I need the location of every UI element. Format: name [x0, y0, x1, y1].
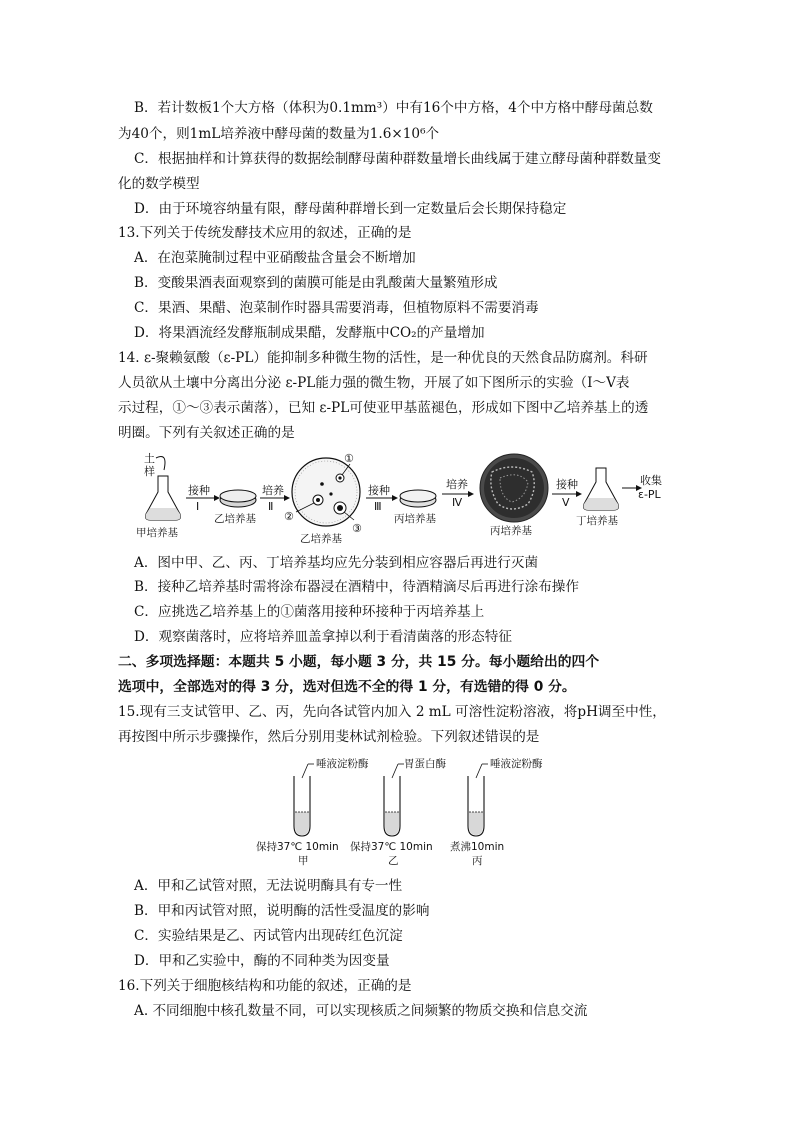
colony-small-dot: [320, 482, 324, 486]
flask-d: [584, 468, 619, 510]
soil-label-top: 土: [144, 452, 155, 465]
tube3-name: 丙: [472, 855, 483, 866]
step1-label-top: 接种: [188, 484, 210, 497]
step2-label-bottom: Ⅱ: [268, 500, 274, 513]
flask-d-label: 丁培养基: [576, 515, 618, 527]
plate-b-large: [292, 458, 360, 526]
tube2-condition: 保持37℃ 10min: [350, 841, 433, 853]
plate-c-label: 丙培养基: [394, 513, 436, 525]
q13-stem: 13.下列关于传统发酵技术应用的叙述，正确的是: [118, 225, 412, 241]
q15-option-b: B．甲和丙试管对照，说明酶的活性受温度的影响: [134, 903, 430, 919]
q14-stem-line3: 示过程，①～③表示菌落），已知 ε-PL可使亚甲基蓝褪色，形成如下图中乙培养基上的透: [118, 400, 649, 416]
q12-option-b-line1: B．若计数板1个大方格（体积为0.1mm³）中有16个中方格，4个中方格中酵母菌总数: [134, 100, 653, 116]
flask-a: [146, 476, 181, 520]
tube2-added-enzyme: 胃蛋白酶: [404, 758, 446, 770]
tube1-condition: 保持37℃ 10min: [256, 841, 339, 853]
q14-option-a: A．图中甲、乙、丙、丁培养基均应先分装到相应容器后再进行灭菌: [134, 555, 539, 571]
colony-2: [313, 495, 323, 505]
q15-option-a: A．甲和乙试管对照，无法说明酶具有专一性: [134, 878, 403, 894]
q12-option-c-line1: C．根据抽样和计算获得的数据绘制酵母菌种群数量增长曲线属于建立酵母菌种群数量变: [134, 151, 661, 167]
q14-stem-line4: 明圈。下列有关叙述正确的是: [118, 425, 295, 441]
q12-option-c-line2: 化的数学模型: [118, 176, 200, 192]
test-tube-bing: [468, 776, 484, 836]
test-tube-jia: [294, 776, 310, 836]
colony-1: [336, 474, 344, 482]
plate-b-small: [220, 490, 256, 507]
q12-option-b-line2: 为40个，则1mL培养液中酵母菌的数量为1.6×10⁶个: [118, 126, 440, 142]
step3-label-top: 接种: [368, 484, 390, 497]
collect-label-bottom: ε-PL: [638, 488, 661, 501]
colony2-label: ②: [284, 510, 294, 523]
tube2-name: 乙: [388, 855, 399, 866]
q13-option-c: C．果酒、果醋、泡菜制作时器具需要消毒，但植物原料不需要消毒: [134, 300, 539, 316]
q13-option-b: B．变酸果酒表面观察到的菌膜可能是由乳酸菌大量繁殖形成: [134, 275, 498, 291]
q14-stem-line1: 14. ε-聚赖氨酸（ε-PL）能抑制多种微生物的活性，是一种优良的天然食品防腐剂。科研: [118, 350, 648, 366]
q15-test-tube-figure: [254, 754, 554, 866]
step4-arrow: [468, 491, 474, 497]
soil-arrow: [156, 457, 165, 471]
tube3-condition: 煮沸10min: [450, 841, 505, 853]
q14-option-d: D．观察菌落时，应将培养皿盖拿掉以利于看清菌落的形态特征: [134, 629, 512, 645]
q15-stem-line1: 15.现有三支试管甲、乙、丙，先向各试管内加入 2 mL 可溶性淀粉溶液，将pH调至中性，: [118, 704, 666, 720]
q13-option-a: A．在泡菜腌制过程中亚硝酸盐含量会不断增加: [134, 250, 416, 266]
q16-stem: 16.下列关于细胞核结构和功能的叙述，正确的是: [118, 978, 412, 994]
colony-small-dot: [329, 492, 332, 495]
q14-experiment-figure: [128, 448, 668, 546]
step1-arrow: [214, 495, 220, 501]
tube3-added-enzyme: 唾液淀粉酶: [490, 758, 543, 770]
section2-header-line1: 二、多项选择题：本题共 5 小题，每小题 3 分，共 15 分。每小题给出的四个: [118, 654, 600, 670]
plate-b-label: 乙培养基: [214, 513, 256, 525]
flask-a-label: 甲培养基: [136, 527, 178, 539]
collect-label-top: 收集: [640, 474, 662, 487]
plate-b-large-label: 乙培养基: [300, 533, 342, 545]
tube1-name: 甲: [298, 855, 309, 866]
q15-option-d: D．甲和乙实验中，酶的不同种类为因变量: [134, 953, 390, 969]
soil-label-bottom: 样: [144, 465, 155, 478]
step3-arrow: [392, 495, 398, 501]
step5-arrow: [576, 491, 582, 497]
colony3-label: ③: [352, 522, 362, 535]
section2-header-line2: 选项中，全部选对的得 3 分，选对但选不全的得 1 分，有选错的得 0 分。: [118, 679, 576, 695]
step4-label-bottom: Ⅳ: [452, 496, 463, 509]
q14-option-b: B．接种乙培养基时需将涂布器浸在酒精中，待酒精滴尽后再进行涂布操作: [134, 579, 579, 595]
step2-arrow: [284, 495, 290, 501]
q14-option-c: C．应挑选乙培养基上的①菌落用接种环接种于丙培养基上: [134, 604, 485, 620]
plate-c-photo-label: 丙培养基: [490, 525, 532, 537]
step1-label-bottom: Ⅰ: [196, 500, 200, 513]
q12-option-d: D．由于环境容纳量有限，酵母菌种群增长到一定数量后会长期保持稳定: [134, 201, 567, 217]
q13-option-d: D．将果酒流经发酵瓶制成果醋，发酵瓶中CO₂的产量增加: [134, 325, 485, 341]
step4-label-top: 培养: [446, 478, 468, 491]
q15-stem-line2: 再按图中所示步骤操作，然后分别用斐林试剂检验。下列叙述错误的是: [118, 729, 540, 745]
q14-stem-line2: 人员欲从土壤中分离出分泌 ε-PL能力强的微生物，开展了如下图所示的实验（Ⅰ～Ⅴ表: [118, 375, 630, 391]
colony1-label: ①: [344, 452, 354, 465]
step5-label-top: 接种: [556, 478, 578, 491]
step2-label-top: 培养: [262, 484, 284, 497]
plate-c-small: [400, 490, 436, 507]
test-tube-yi: [384, 776, 400, 836]
q16-option-a: A. 不同细胞中核孔数量不同，可以实现核质之间频繁的物质交换和信息交流: [134, 1003, 588, 1019]
step5-label-bottom: Ⅴ: [562, 496, 570, 509]
step3-label-bottom: Ⅲ: [374, 500, 382, 513]
tube1-added-enzyme: 唾液淀粉酶: [316, 758, 369, 770]
q15-option-c: C．实验结果是乙、丙试管内出现砖红色沉淀: [134, 928, 403, 944]
plate-c-photo: [480, 454, 548, 522]
